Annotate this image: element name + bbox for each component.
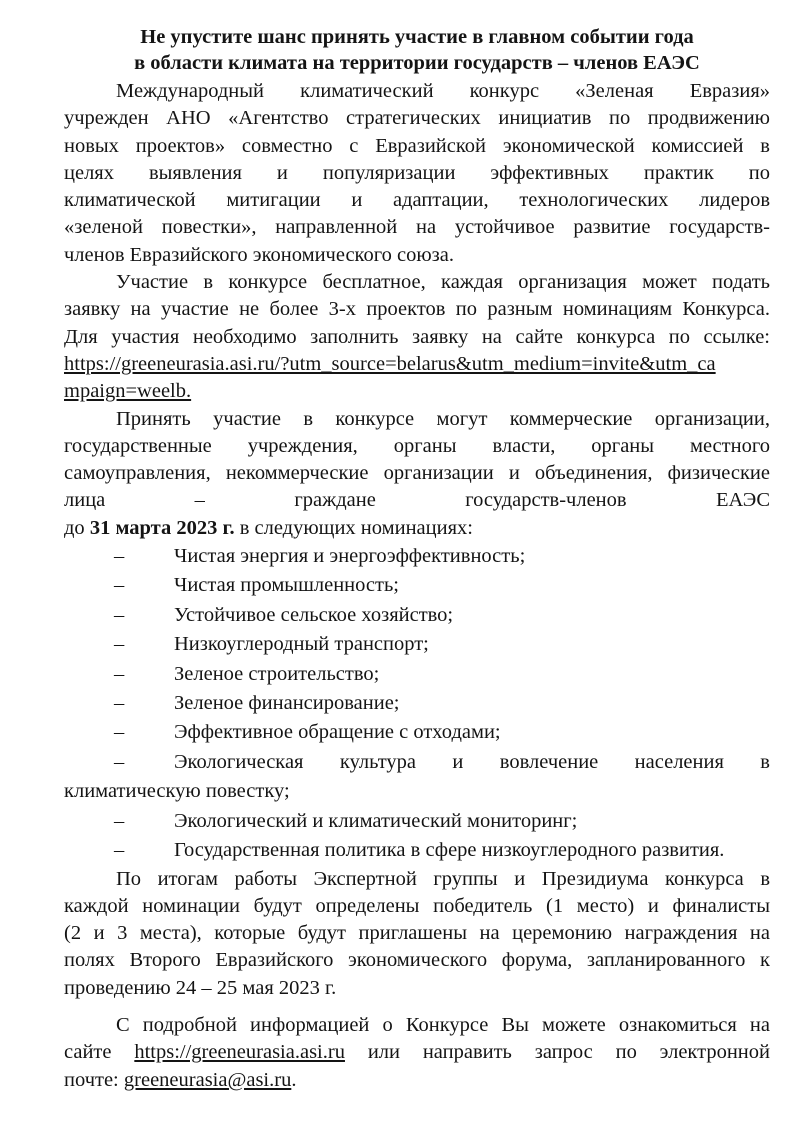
- intro-line: новых проектов» совместно с Евразийской экономической комиссией в: [64, 134, 770, 157]
- nomination-label: Устойчивое сельское хозяйство;: [174, 603, 454, 626]
- intro-line: учрежден АНО «Агентство стратегических инициатив по продвижению: [64, 107, 770, 130]
- nomination-item: [64, 836, 770, 865]
- contact-paragraph: [64, 1012, 770, 1094]
- nomination-item: [64, 748, 770, 807]
- registration-link-line: [64, 378, 770, 405]
- email-link[interactable]: greeneurasia@asi.ru: [123, 1068, 292, 1091]
- title-line-2: в области климата на территории государств – членов ЕАЭС: [134, 52, 700, 74]
- email-prefix: почте:: [64, 1068, 124, 1091]
- title-line-1: Не упустите шанс принять участие в главном событии года: [140, 26, 694, 48]
- nomination-label: Чистая промышленность;: [174, 574, 399, 597]
- nomination-item: [64, 571, 770, 600]
- results-line: полях Второго Евразийского экономического форума, запланированного к: [64, 949, 770, 972]
- contact-line: [64, 1067, 770, 1094]
- results-line: (2 и 3 места), которые будут приглашены на церемонию награждения на: [64, 922, 770, 945]
- eligibility-line: государственные учреждения, органы власти, органы местного: [64, 434, 770, 457]
- results-paragraph: [64, 866, 770, 1002]
- nomination-line: [64, 748, 770, 777]
- document-title: [64, 24, 770, 76]
- deadline-date: 31 марта 2023 г.: [89, 516, 235, 539]
- deadline-suffix: в следующих номинациях:: [234, 516, 473, 539]
- list-dash: –: [114, 545, 125, 568]
- email-suffix: .: [291, 1068, 297, 1091]
- paragraph-spacer: [64, 1002, 770, 1012]
- list-dash: –: [114, 839, 125, 862]
- results-line: По итогам работы Экспертной группы и Президиума конкурса в: [116, 867, 770, 890]
- intro-line: «зеленой повестки», направленной на устойчивое развитие государств-: [64, 216, 770, 239]
- nomination-label-continued: климатическую повестку;: [64, 780, 290, 803]
- participation-line: заявку на участие не более 3-х проектов по разным номинациям Конкурса.: [64, 298, 770, 321]
- site-prefix: сайте: [64, 1041, 135, 1064]
- nomination-item: [64, 718, 770, 747]
- eligibility-paragraph: [64, 406, 770, 542]
- intro-line: членов Евразийского экономического союза.: [64, 243, 454, 266]
- nomination-label: Государственная политика в сфере низкоуглеродного развития.: [174, 839, 725, 862]
- intro-line: климатической митигации и адаптации, технологических лидеров: [64, 189, 770, 212]
- nominations-list: [64, 542, 770, 865]
- list-dash: –: [114, 662, 125, 685]
- results-line: каждой номинации будут определены победитель (1 место) и финалисты: [64, 894, 770, 917]
- eligibility-line: самоуправления, некоммерческие организации и объединения, физические: [64, 462, 770, 485]
- eligibility-line: Принять участие в конкурсе могут коммерческие организации,: [116, 407, 770, 430]
- nomination-item: [64, 601, 770, 630]
- nomination-item: [64, 542, 770, 571]
- website-link[interactable]: https://greeneurasia.asi.ru: [134, 1041, 345, 1064]
- list-dash: –: [114, 603, 125, 626]
- nomination-label: Чистая энергия и энергоэффективность;: [174, 545, 526, 568]
- intro-paragraph: [64, 78, 770, 269]
- participation-line: Для участия необходимо заполнить заявку на сайте конкурса по ссылке:: [64, 325, 770, 348]
- nomination-label: Эффективное обращение с отходами;: [174, 721, 501, 744]
- nomination-item: [64, 807, 770, 836]
- nomination-item: [64, 660, 770, 689]
- participation-line: Участие в конкурсе бесплатное, каждая организация может подать: [116, 271, 770, 294]
- nomination-item: [64, 630, 770, 659]
- nomination-label: Зеленое финансирование;: [174, 692, 400, 715]
- contact-line: С подробной информацией о Конкурсе Вы можете ознакомиться на: [116, 1014, 770, 1036]
- list-dash: –: [114, 692, 125, 715]
- nomination-label: Зеленое строительство;: [174, 662, 380, 685]
- nomination-item: [64, 689, 770, 718]
- nomination-label: Низкоуглеродный транспорт;: [174, 633, 429, 656]
- registration-link-line: [64, 351, 770, 378]
- list-dash: –: [114, 721, 125, 744]
- registration-link-continued[interactable]: mpaign=weelb.: [64, 380, 192, 403]
- intro-line: целях выявления и популяризации эффективных практик по: [64, 161, 770, 184]
- deadline-line: [64, 515, 770, 542]
- list-dash: –: [114, 750, 125, 773]
- registration-link[interactable]: https://greeneurasia.asi.ru/?utm_source=belarus&utm_medium=invite&utm_ca: [64, 352, 716, 375]
- list-dash: –: [114, 809, 125, 832]
- participation-paragraph: [64, 269, 770, 405]
- nomination-label: Экологический и климатический мониторинг;: [174, 809, 578, 832]
- site-suffix: или направить запрос по электронной: [344, 1041, 770, 1064]
- contact-line: [64, 1039, 770, 1066]
- list-dash: –: [114, 574, 125, 597]
- eligibility-line: лица – граждане государств-членов ЕАЭС: [64, 489, 770, 512]
- results-line: проведению 24 – 25 мая 2023 г.: [64, 976, 337, 999]
- list-dash: –: [114, 633, 125, 656]
- nomination-label: Экологическая культура и вовлечение населения в: [174, 750, 770, 773]
- intro-line: Международный климатический конкурс «Зеленая Евразия»: [116, 80, 770, 102]
- deadline-prefix: до: [64, 516, 90, 539]
